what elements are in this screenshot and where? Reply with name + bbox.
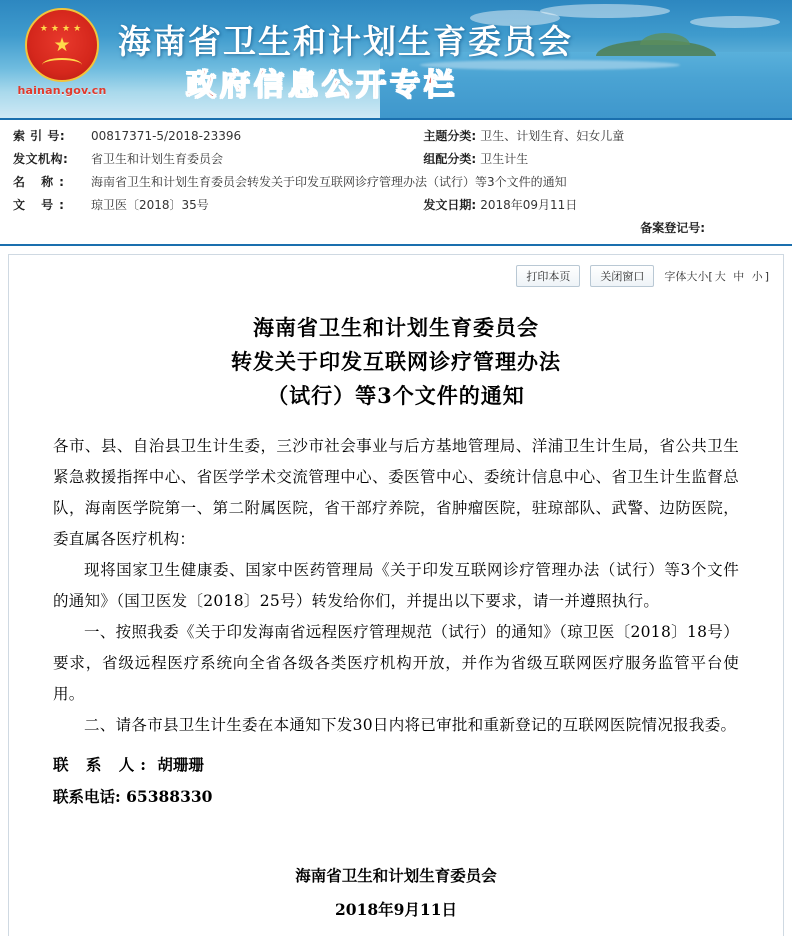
contact-person-label: 联 系 人: [53,755,153,774]
font-size-medium-button[interactable]: 中 [733,270,745,283]
banner-cloud [690,16,780,28]
meta-label-issuer: 发文机构: [13,152,69,166]
document-paragraph-recipients: 各市、县、自治县卫生计生委，三沙市社会事业与后方基地管理局、洋浦卫生计生局，省公共卫生紧急救援指挥中心、省医学学术交流管理中心、委医管中心、委统计信息中心、省卫生计生监督总队，海南医学院第一、第二附属医院，省干部疗养院，省肿瘤医院，驻琼部队、武警、边防医院，委直属各医疗机构： [53,437,739,548]
meta-value-name: 海南省卫生和计划生育委员会转发关于印发互联网诊疗管理办法（试行）等3个文件的通知 [91,175,567,189]
font-size-large-button[interactable]: 大 [714,270,726,283]
contact-phone-label: 联系电话: [53,787,121,806]
contact-person-row [53,749,739,781]
document-toolbar [9,255,783,287]
banner-subtitle: 政府信息公开专栏 [186,68,458,103]
site-domain-label: hainan.gov.cn [17,84,107,97]
table-row [11,125,781,148]
font-size-label-tail: ] [764,270,769,283]
contact-person-name: 胡珊珊 [157,755,204,774]
document-paragraph-3: 二、请各市县卫生计生委在本通知下发30日内将已审批和重新登记的互联网医院情况报我委。 [84,716,737,734]
font-size-small-button[interactable]: 小 [751,270,763,283]
meta-value-group: 卫生计生 [480,152,529,166]
document-metadata [0,118,792,246]
meta-label-record: 备案登记号: [640,221,706,235]
meta-label-group: 组配分类: [423,152,477,166]
table-row [11,171,781,194]
document-content [9,287,783,927]
banner-title: 海南省卫生和计划生育委员会 [118,22,573,61]
contact-phone-row [53,781,739,813]
meta-value-issuer: 省卫生和计划生育委员会 [91,152,224,166]
meta-label-name: 名 称: [13,175,70,189]
national-emblem-icon [25,8,99,82]
print-page-button[interactable]: 打印本页 [516,265,580,287]
site-banner [0,0,792,118]
emblem-small-stars-icon: ★★★★ [39,24,85,34]
close-window-button[interactable]: 关闭窗口 [590,265,654,287]
document-title [53,311,739,413]
document-title-line-2: 转发关于印发互联网诊疗管理办法 [231,349,561,374]
table-row [11,194,781,217]
document-title-line-1: 海南省卫生和计划生育委员会 [253,315,539,340]
government-emblem-block [14,8,110,108]
document-paragraph-1: 现将国家卫生健康委、国家中医药管理局《关于印发互联网诊疗管理办法（试行）等3个文件的通知》（国卫医发〔2018〕25号）转发给你们，并提出以下要求，请一并遵照执行。 [53,561,739,610]
meta-label-index: 索 引 号: [13,129,66,143]
meta-label-number: 文 号: [13,198,70,212]
table-row [11,217,781,240]
emblem-gear-icon [42,58,82,72]
contact-block [53,749,739,813]
meta-value-number: 琼卫医〔2018〕35号 [91,198,209,212]
document-body [53,431,739,741]
meta-value-date: 2018年09月11日 [480,198,578,212]
document-signature [53,859,739,927]
meta-label-category: 主题分类: [423,129,477,143]
signature-date: 2018年9月11日 [335,900,457,919]
document-frame [8,254,784,936]
meta-value-index: 00817371-5/2018-23396 [91,129,242,143]
table-row [11,148,781,171]
font-size-label: 字体大小[ [664,270,713,283]
document-title-line-3: （试行）等3个文件的通知 [267,383,525,408]
signature-organization: 海南省卫生和计划生育委员会 [295,866,497,885]
font-size-control [664,268,769,284]
meta-value-category: 卫生、计划生育、妇女儿童 [480,129,625,143]
metadata-table [11,125,781,217]
meta-label-date: 发文日期: [423,198,477,212]
metadata-table-record [11,217,781,240]
contact-phone-value: 65388330 [126,787,213,806]
emblem-star-icon: ★ [53,34,71,56]
document-paragraph-2: 一、按照我委《关于印发海南省远程医疗管理规范（试行）的通知》（琼卫医〔2018〕18号）要求，省级远程医疗系统向全省各级各类医疗机构开放，并作为省级互联网医疗服务监管平台使用。 [53,623,739,703]
